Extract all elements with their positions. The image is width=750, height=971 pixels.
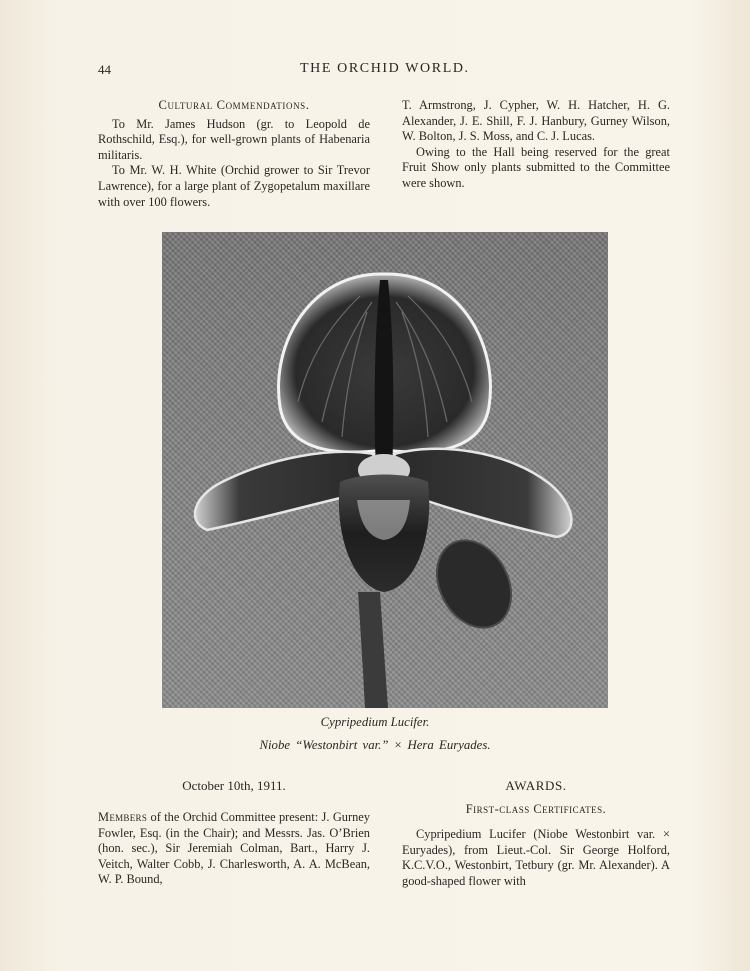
members-lead-word: Members: [98, 810, 148, 824]
flower-bud: [422, 527, 525, 640]
committee-continued-column: [402, 98, 670, 192]
committee-members-continued: T. Armstrong, J. Cypher, W. H. Hatcher, H. G. Alexander, J. E. Shill, F. J. Hanbury, Gurney Wilson, W. Bolton, J. S. Moss, and C. J. Lucas.: [402, 98, 670, 144]
orchid-photograph: [162, 232, 608, 708]
commendation-paragraph-2: To Mr. W. H. White (Orchid grower to Sir Trevor Lawrence), for a large plant of Zygopetalum maxillare with over 100 flowers.: [98, 163, 370, 209]
first-class-certificates-heading: First-class Certificates.: [465, 802, 607, 816]
cultural-commendations-heading: Cultural Commendations.: [158, 98, 310, 112]
committee-members-paragraph: [98, 810, 370, 888]
cypripedium-flower-image: [162, 232, 608, 708]
awards-heading: AWARDS.: [505, 778, 567, 793]
figure-caption-title: Cypripedium Lucifer.: [320, 715, 430, 729]
award-paragraph-1: Cypripedium Lucifer (Niobe Westonbirt var. × Euryades), from Lieut.-Col. Sir George Holford, K.C.V.O., Westonbirt, Tetbury (gr. Mr. Alexander). A good-shaped flower with: [402, 827, 670, 888]
commendation-paragraph-1: To Mr. James Hudson (gr. to Leopold de Rothschild, Esq.), for well-grown plants of Habenaria militaris.: [98, 116, 370, 162]
members-text: of the Orchid Committee present: J. Gurney Fowler, Esq. (in the Chair); and Messrs. Jas. O’Brien (hon. sec.), Sir Jeremiah Colman, Bart., Harry J. Veitch, Walter Cobb, J. Charlesworth, A. A. McBean, W. P. Bound,: [98, 810, 370, 887]
committee-members-column: [98, 810, 370, 888]
fruit-show-note: Owing to the Hall being reserved for the great Fruit Show only plants submitted to the Committee were shown.: [402, 144, 670, 190]
figure-caption-parentage: Niobe “Westonbirt var.” × Hera Euryades.: [259, 738, 491, 752]
awards-column: [402, 827, 670, 889]
cultural-commendations-column: [98, 98, 370, 210]
meeting-date: October 10th, 1911.: [182, 778, 286, 793]
page-number: 44: [98, 62, 111, 77]
running-title: THE ORCHID WORLD.: [300, 61, 470, 76]
flower-stem: [358, 592, 388, 708]
